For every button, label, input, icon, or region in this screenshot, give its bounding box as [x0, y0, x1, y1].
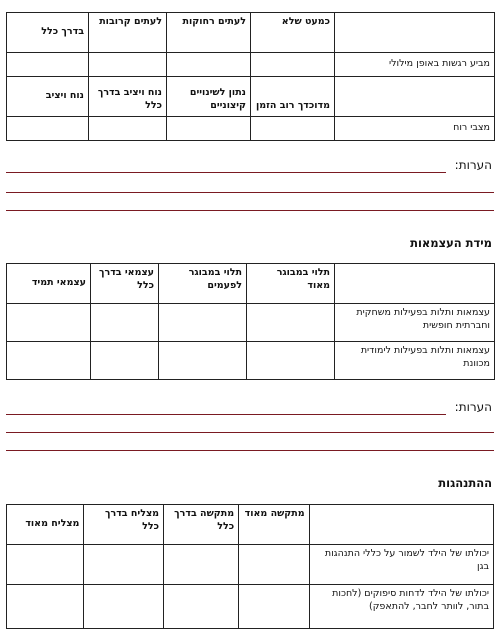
header-usually-difficult: מתקשה בדרך כלל — [164, 505, 239, 545]
notes-line-2b[interactable] — [6, 432, 494, 433]
cell-mood-usually-stable[interactable] — [89, 117, 167, 141]
row-label-rules: יכולתו של הילד לשמור על כללי התנהגות בגן — [309, 545, 493, 585]
corner-cell-moods — [335, 77, 495, 117]
cell-delay-2[interactable] — [164, 585, 239, 629]
notes-line-2c[interactable] — [6, 450, 494, 451]
cell-verbal-rarely[interactable] — [167, 53, 251, 77]
corner-cell — [335, 13, 495, 53]
header-often: לעתים קרובות — [89, 13, 167, 53]
cell-rules-3[interactable] — [84, 545, 164, 585]
row-label-moods: מצבי רוח — [335, 117, 495, 141]
cell-mood-depressed[interactable] — [251, 117, 335, 141]
row-label-guided-learning: עצמאות ותלות בפעילות לימודית מכוונת — [335, 342, 495, 380]
header-very-succeeds: מצליח מאוד — [7, 505, 84, 545]
cell-delay-3[interactable] — [84, 585, 164, 629]
independence-table — [6, 263, 495, 380]
notes-label-1: הערות: — [454, 158, 492, 172]
behavior-table — [6, 504, 494, 629]
notes-line-1c[interactable] — [6, 210, 494, 211]
header-very-difficult: מתקשה מאוד — [239, 505, 310, 545]
cell-free-play-1[interactable] — [247, 304, 335, 342]
row-label-delay-gratification: יכולתו של הילד לדחות סיפוקים (לחכות בתור, לוותר לחבר, להתאפק) — [309, 585, 493, 629]
cell-guided-1[interactable] — [247, 342, 335, 380]
header-usually: בדרך כלל — [7, 13, 89, 53]
notes-line-1b[interactable] — [6, 192, 494, 193]
header-almost-never: כמעט שלא — [251, 13, 335, 53]
corner-cell-behavior — [309, 505, 493, 545]
subheader-depressed: מדוכדך רוב הזמן — [251, 77, 335, 117]
emotions-table — [6, 12, 495, 141]
subheader-extreme-changes: נתון לשינויים קיצוניים — [167, 77, 251, 117]
cell-delay-1[interactable] — [239, 585, 310, 629]
notes-line-1a[interactable] — [6, 172, 446, 173]
section-title-independence: מידת העצמאות — [410, 236, 492, 250]
cell-delay-4[interactable] — [7, 585, 84, 629]
cell-guided-2[interactable] — [159, 342, 247, 380]
cell-verbal-usually[interactable] — [7, 53, 89, 77]
header-sometimes-dependent: תלוי במבוגר לפעמים — [159, 264, 247, 304]
header-very-dependent: תלוי במבוגר מאוד — [247, 264, 335, 304]
subheader-usually-stable: נוח ויציב בדרך כלל — [89, 77, 167, 117]
cell-mood-extreme[interactable] — [167, 117, 251, 141]
cell-guided-3[interactable] — [91, 342, 159, 380]
row-label-verbal-emotions: מביע רגשות באופן מילולי — [335, 53, 495, 77]
cell-mood-stable[interactable] — [7, 117, 89, 141]
row-label-free-play: עצמאות ותלות בפעילות משחקית וחברתית חופשית — [335, 304, 495, 342]
corner-cell-independence — [335, 264, 495, 304]
cell-free-play-3[interactable] — [91, 304, 159, 342]
header-rarely: לעתים רחוקות — [167, 13, 251, 53]
cell-guided-4[interactable] — [7, 342, 91, 380]
cell-free-play-4[interactable] — [7, 304, 91, 342]
header-usually-independent: עצמאי בדרך כלל — [91, 264, 159, 304]
cell-rules-4[interactable] — [7, 545, 84, 585]
notes-line-2a[interactable] — [6, 414, 446, 415]
cell-rules-2[interactable] — [164, 545, 239, 585]
subheader-stable: נוח ויציב — [7, 77, 89, 117]
cell-verbal-often[interactable] — [89, 53, 167, 77]
header-usually-succeeds: מצליח בדרך כלל — [84, 505, 164, 545]
cell-free-play-2[interactable] — [159, 304, 247, 342]
cell-rules-1[interactable] — [239, 545, 310, 585]
header-always-independent: עצמאי תמיד — [7, 264, 91, 304]
cell-verbal-almost-never[interactable] — [251, 53, 335, 77]
notes-label-2: הערות: — [454, 400, 492, 414]
section-title-behavior: ההתנהגות — [438, 476, 492, 490]
